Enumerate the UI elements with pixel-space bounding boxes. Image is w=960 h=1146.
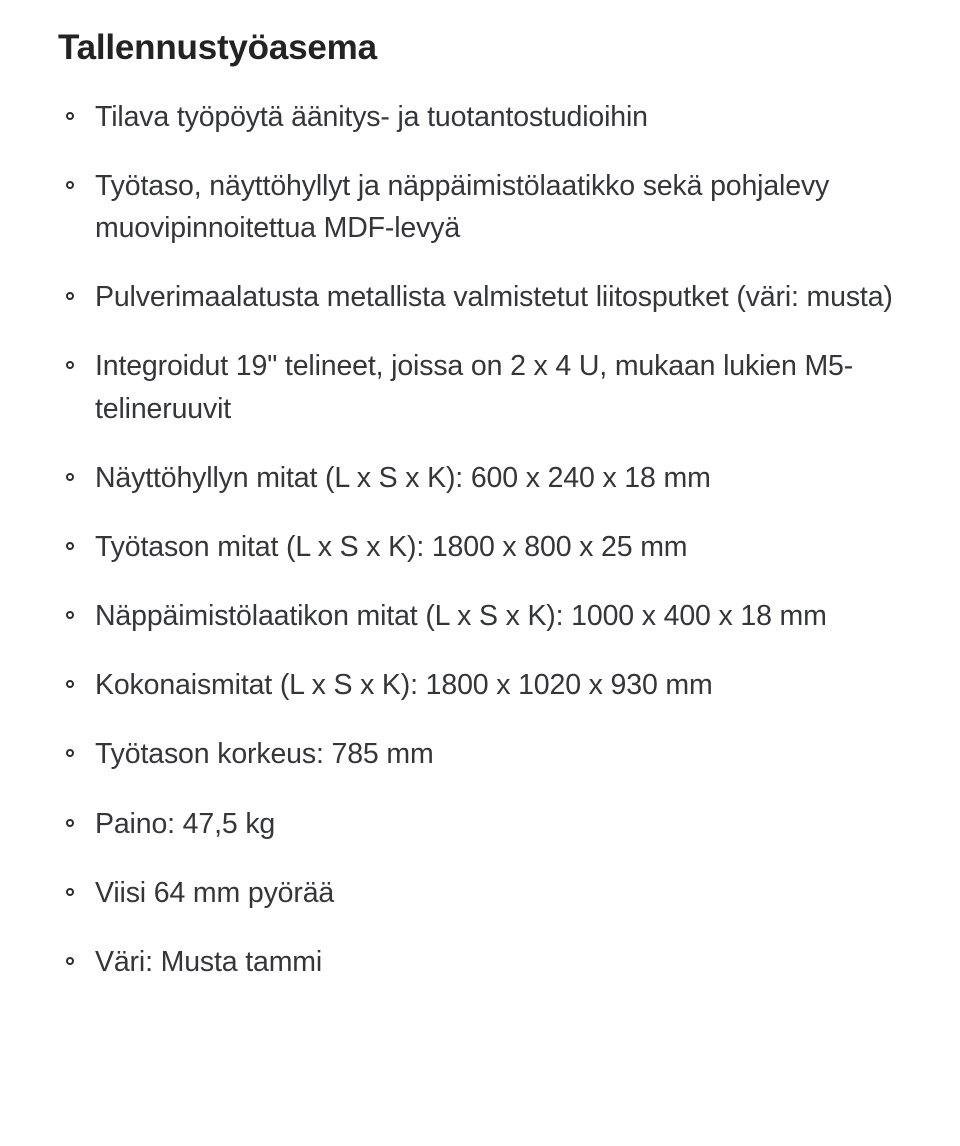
list-item-text: Integroidut 19" telineet, joissa on 2 x 4 U, mukaan lukien M5-telineruuvit bbox=[95, 350, 854, 425]
list-item bbox=[58, 165, 900, 249]
list-item-text: Työtason mitat (L x S x K): 1800 x 800 x 25 mm bbox=[95, 530, 688, 563]
bullet-circle-icon bbox=[66, 542, 74, 550]
bullet-circle-icon bbox=[66, 361, 74, 369]
bullet-circle-icon bbox=[66, 473, 74, 481]
bullet-circle-icon bbox=[66, 888, 74, 896]
list-item-text: Työtason korkeus: 785 mm bbox=[95, 738, 434, 771]
list-item bbox=[58, 595, 900, 637]
specification-list bbox=[58, 96, 900, 983]
list-item-text: Paino: 47,5 kg bbox=[95, 807, 276, 840]
bullet-circle-icon bbox=[66, 611, 74, 619]
list-item-text: Pulverimaalatusta metallista valmistetut liitosputket (väri: musta) bbox=[95, 281, 893, 314]
page-title: Tallennustyöasema bbox=[58, 28, 377, 67]
list-item bbox=[58, 664, 900, 706]
list-item bbox=[58, 803, 900, 845]
list-item bbox=[58, 941, 900, 983]
bullet-circle-icon bbox=[66, 957, 74, 965]
bullet-circle-icon bbox=[66, 680, 74, 688]
bullet-circle-icon bbox=[66, 112, 74, 120]
list-item-text: Viisi 64 mm pyörää bbox=[95, 876, 335, 909]
list-item bbox=[58, 872, 900, 914]
list-item-text: Näppäimistölaatikon mitat (L x S x K): 1000 x 400 x 18 mm bbox=[95, 600, 827, 633]
list-item-text: Työtaso, näyttöhyllyt ja näppäimistölaatikko sekä pohjalevy muovipinnoitettua MDF-levyä bbox=[95, 169, 830, 245]
bullet-circle-icon bbox=[66, 292, 74, 300]
list-item-text: Väri: Musta tammi bbox=[95, 945, 323, 978]
list-item bbox=[58, 96, 900, 138]
bullet-circle-icon bbox=[66, 819, 74, 827]
list-item bbox=[58, 276, 900, 318]
bullet-circle-icon bbox=[66, 181, 74, 189]
list-item-text: Kokonaismitat (L x S x K): 1800 x 1020 x 930 mm bbox=[95, 669, 713, 702]
list-item bbox=[58, 345, 900, 429]
list-item bbox=[58, 457, 900, 499]
list-item-text: Näyttöhyllyn mitat (L x S x K): 600 x 240 x 18 mm bbox=[95, 461, 711, 494]
list-item bbox=[58, 733, 900, 775]
list-item bbox=[58, 526, 900, 568]
bullet-circle-icon bbox=[66, 749, 74, 757]
list-item-text: Tilava työpöytä äänitys- ja tuotantostudioihin bbox=[95, 100, 648, 133]
